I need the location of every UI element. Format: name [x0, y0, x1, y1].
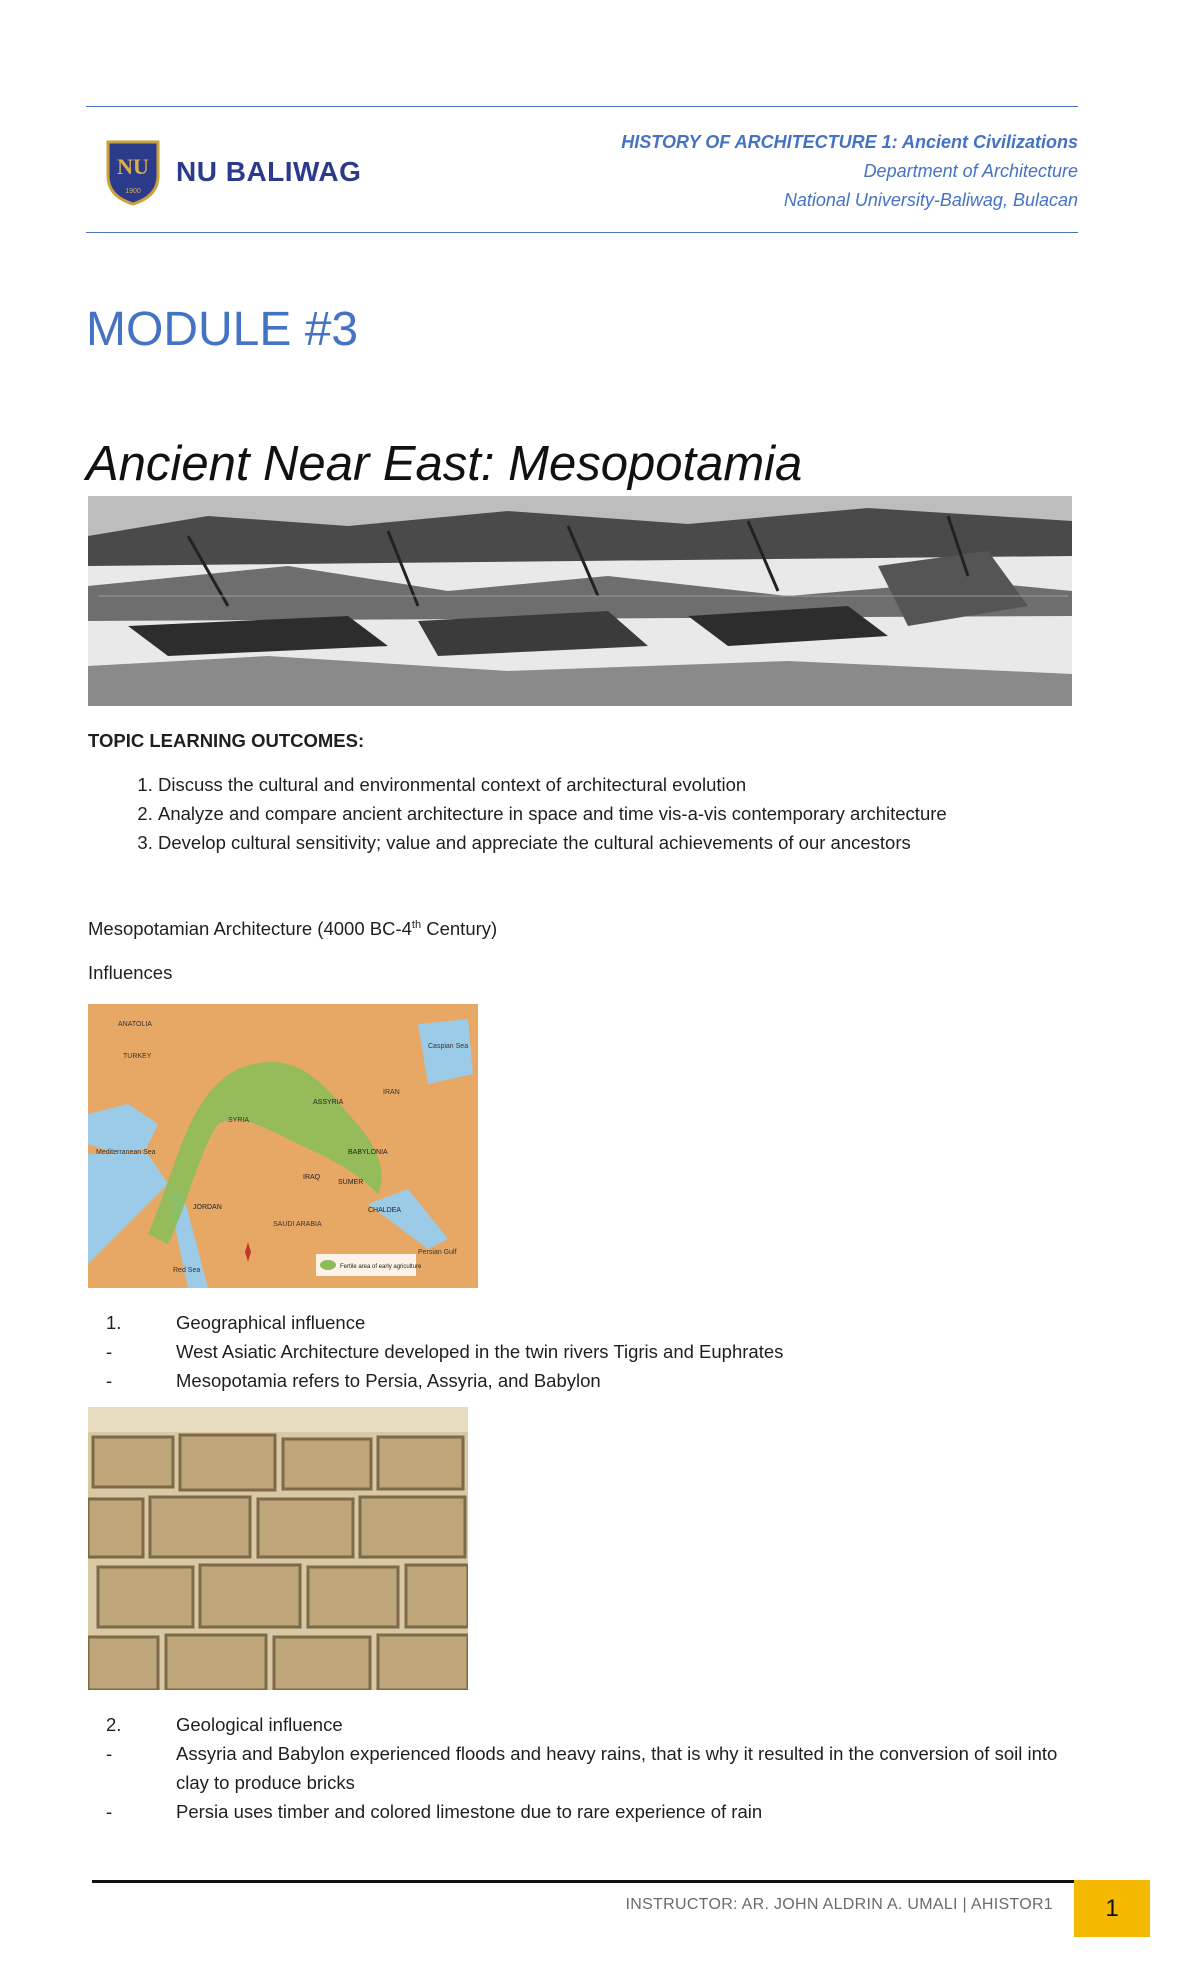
map-label: TURKEY [123, 1053, 152, 1060]
department-name: Department of Architecture [863, 161, 1078, 181]
course-title: HISTORY OF ARCHITECTURE 1: Ancient Civilizations [621, 132, 1078, 152]
header-top-rule [86, 106, 1078, 107]
section-heading-text: Mesopotamian Architecture (4000 BC-4 [88, 918, 412, 939]
footer-instructor: INSTRUCTOR: AR. JOHN ALDRIN A. UMALI | AHISTOR1 [625, 1896, 1053, 1913]
svg-text:1900: 1900 [125, 188, 141, 195]
section-heading [88, 918, 497, 940]
map-label: SAUDI ARABIA [273, 1221, 322, 1228]
section-heading-end: Century) [421, 918, 498, 939]
svg-text:NU: NU [117, 154, 149, 179]
page-number: 1 [1074, 1880, 1150, 1937]
map-label: Mediterranean Sea [96, 1149, 156, 1156]
map-label: Caspian Sea [428, 1043, 469, 1050]
outcome-item: 3. Develop cultural sensitivity; value and appreciate the cultural achievements of our ancestors [158, 828, 1138, 857]
item-number: 1. [106, 1312, 122, 1333]
map-label: Red Sea [173, 1267, 201, 1274]
map-label: JORDAN [193, 1204, 222, 1211]
footer-rule [92, 1880, 1074, 1883]
logo-text: NU BALIWAG [176, 156, 362, 187]
page-title: Ancient Near East: Mesopotamia [86, 437, 803, 491]
map-label: BABYLONIA [348, 1149, 388, 1156]
geographical-bullet: West Asiatic Architecture developed in the twin rivers Tigris and Euphrates [176, 1341, 784, 1362]
map-label: ANATOLIA [118, 1021, 152, 1028]
geological-title: Geological influence [176, 1714, 343, 1735]
map-label: IRAN [383, 1089, 400, 1096]
fertile-crescent-map [88, 1004, 478, 1288]
map-label: SYRIA [228, 1117, 250, 1124]
school-name: National University-Baliwag, Bulacan [783, 190, 1078, 210]
header-info [621, 128, 1078, 215]
map-label: CHALDEA [368, 1207, 402, 1214]
map-label: IRAQ [303, 1174, 321, 1181]
section-heading-sup: th [411, 918, 422, 931]
outcome-item: 2. Analyze and compare ancient architecture in space and time vis-a-vis contemporary architecture [158, 799, 1138, 828]
geographical-section: 1. Geographical influence - West Asiatic Architecture developed in the twin rivers Tigris and Euphrates - Mesopotamia refers to Persia, Assyria, and Babylon [106, 1308, 1086, 1395]
ruins-sketch-image [88, 496, 1072, 706]
influences-heading: Influences [88, 962, 173, 983]
nu-shield-icon [104, 138, 162, 206]
nu-baliwag-logo [104, 138, 361, 206]
item-number: 2. [106, 1714, 122, 1735]
geological-bullet: Persia uses timber and colored limestone due to rare experience of rain [176, 1801, 763, 1822]
map-legend: Fertile area of early agriculture [340, 1264, 422, 1270]
geological-bullet: Assyria and Babylon experienced floods and heavy rains, that is why it resulted in the conversion of soil into clay to produce bricks [176, 1743, 1058, 1793]
map-label: ASSYRIA [313, 1099, 344, 1106]
geographical-bullet: Mesopotamia refers to Persia, Assyria, and Babylon [176, 1370, 601, 1391]
geological-section: 2. Geological influence - Assyria and Babylon experienced floods and heavy rains, that is why it resulted in the conversion of soil into clay to produce bricks - Persia uses timber and colored limestone due to rare experience of rain [106, 1710, 1086, 1826]
header-bottom-rule [86, 232, 1078, 233]
outcomes-heading: TOPIC LEARNING OUTCOMES: [88, 730, 365, 751]
outcome-item: 1. Discuss the cultural and environmental context of architectural evolution [158, 770, 1138, 799]
mud-bricks-image [88, 1407, 468, 1690]
map-label: Persian Gulf [418, 1249, 457, 1256]
outcomes-list [106, 770, 1138, 857]
geographical-title: Geographical influence [176, 1312, 366, 1333]
module-label: MODULE #3 [86, 303, 359, 356]
map-label: SUMER [338, 1179, 364, 1186]
